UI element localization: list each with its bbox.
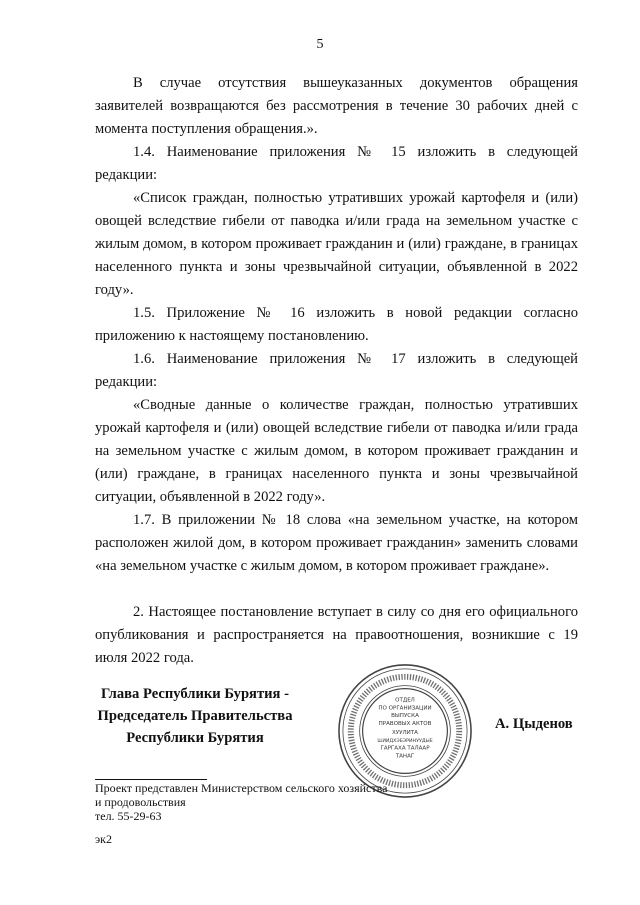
seal-line: ТАНАГ [395, 753, 415, 760]
paragraph-1-4: 1.4. Наименование приложения № 15 изложить в следующей редакции: [95, 144, 578, 183]
seal-line: ХУУЛИТА [392, 729, 418, 736]
signer-title-line: Республики Бурятия [126, 730, 264, 746]
seal-line: ВЫПУСКА [391, 713, 419, 720]
signer-title-line: Председатель Правительства [97, 708, 293, 724]
page-number: 5 [316, 37, 324, 52]
paragraph-1-7: 1.7. В приложении № 18 слова «на земельном участке, на котором расположен жилой дом, в котором проживает гражданин» заменить словами «на земельном участке с жилым домом, в котором проживает граждане». [95, 512, 578, 574]
document-body [95, 72, 578, 670]
signer-title [85, 683, 305, 749]
footer-note-line: Проект представлен Министерством сельского хозяйства [95, 781, 388, 795]
official-seal [336, 662, 474, 800]
seal-line: ПО ОРГАНИЗАЦИИ [378, 705, 432, 712]
paragraph-1-5: 1.5. Приложение № 16 изложить в новой редакции согласно приложению к настоящему постановлению. [95, 305, 578, 344]
quote-appendix-17: «Сводные данные о количестве граждан, полностью утративших урожай картофеля и (или) овощей вследствие гибели от паводка и/или града на земельном участке с жилым домом, в котором проживает гражданин и (или) граждане, в границах населенного пункта и зоны чрезвычайной ситуации, объявленной в 2022 году». [95, 397, 578, 505]
paragraph-continuation: В случае отсутствия вышеуказанных документов обращения заявителей возвращаются без рассмотрения в течение 30 рабочих дней с момента поступления обращения.». [95, 75, 578, 137]
signer-name: А. Цыденов [495, 716, 573, 732]
document-code: эк2 [95, 832, 112, 846]
quote-appendix-15: «Список граждан, полностью утративших урожай картофеля и (или) овощей вследствие гибели от паводка и/или града на земельном участке с жилым домом, в котором проживает гражданин и (или) граждане, в границах населенного пункта и зоны чрезвычайной ситуации, объявленной в 2022 году». [95, 190, 578, 298]
paragraph-1-6: 1.6. Наименование приложения № 17 изложить в следующей редакции: [95, 351, 578, 390]
footer-divider [95, 779, 207, 780]
signer-title-line: Глава Республики Бурятия - [101, 686, 289, 702]
footer-phone: тел. 55-29-63 [95, 809, 162, 823]
paragraph-2: 2. Настоящее постановление вступает в силу со дня его официального опубликования и распространяется на правоотношения, возникшие с 19 июля 2022 года. [95, 604, 578, 666]
seal-line: ГАРГАХА ТАЛААР [380, 745, 430, 752]
seal-line: ПРАВОВЫХ АКТОВ [378, 721, 432, 728]
seal-line: ОТДЕЛ [395, 697, 415, 704]
seal-line: ШИИДХЭБЭРИНУУДЫЕ [377, 738, 433, 744]
footer-note-line: и продовольствия [95, 795, 186, 809]
footer-note [95, 781, 435, 823]
